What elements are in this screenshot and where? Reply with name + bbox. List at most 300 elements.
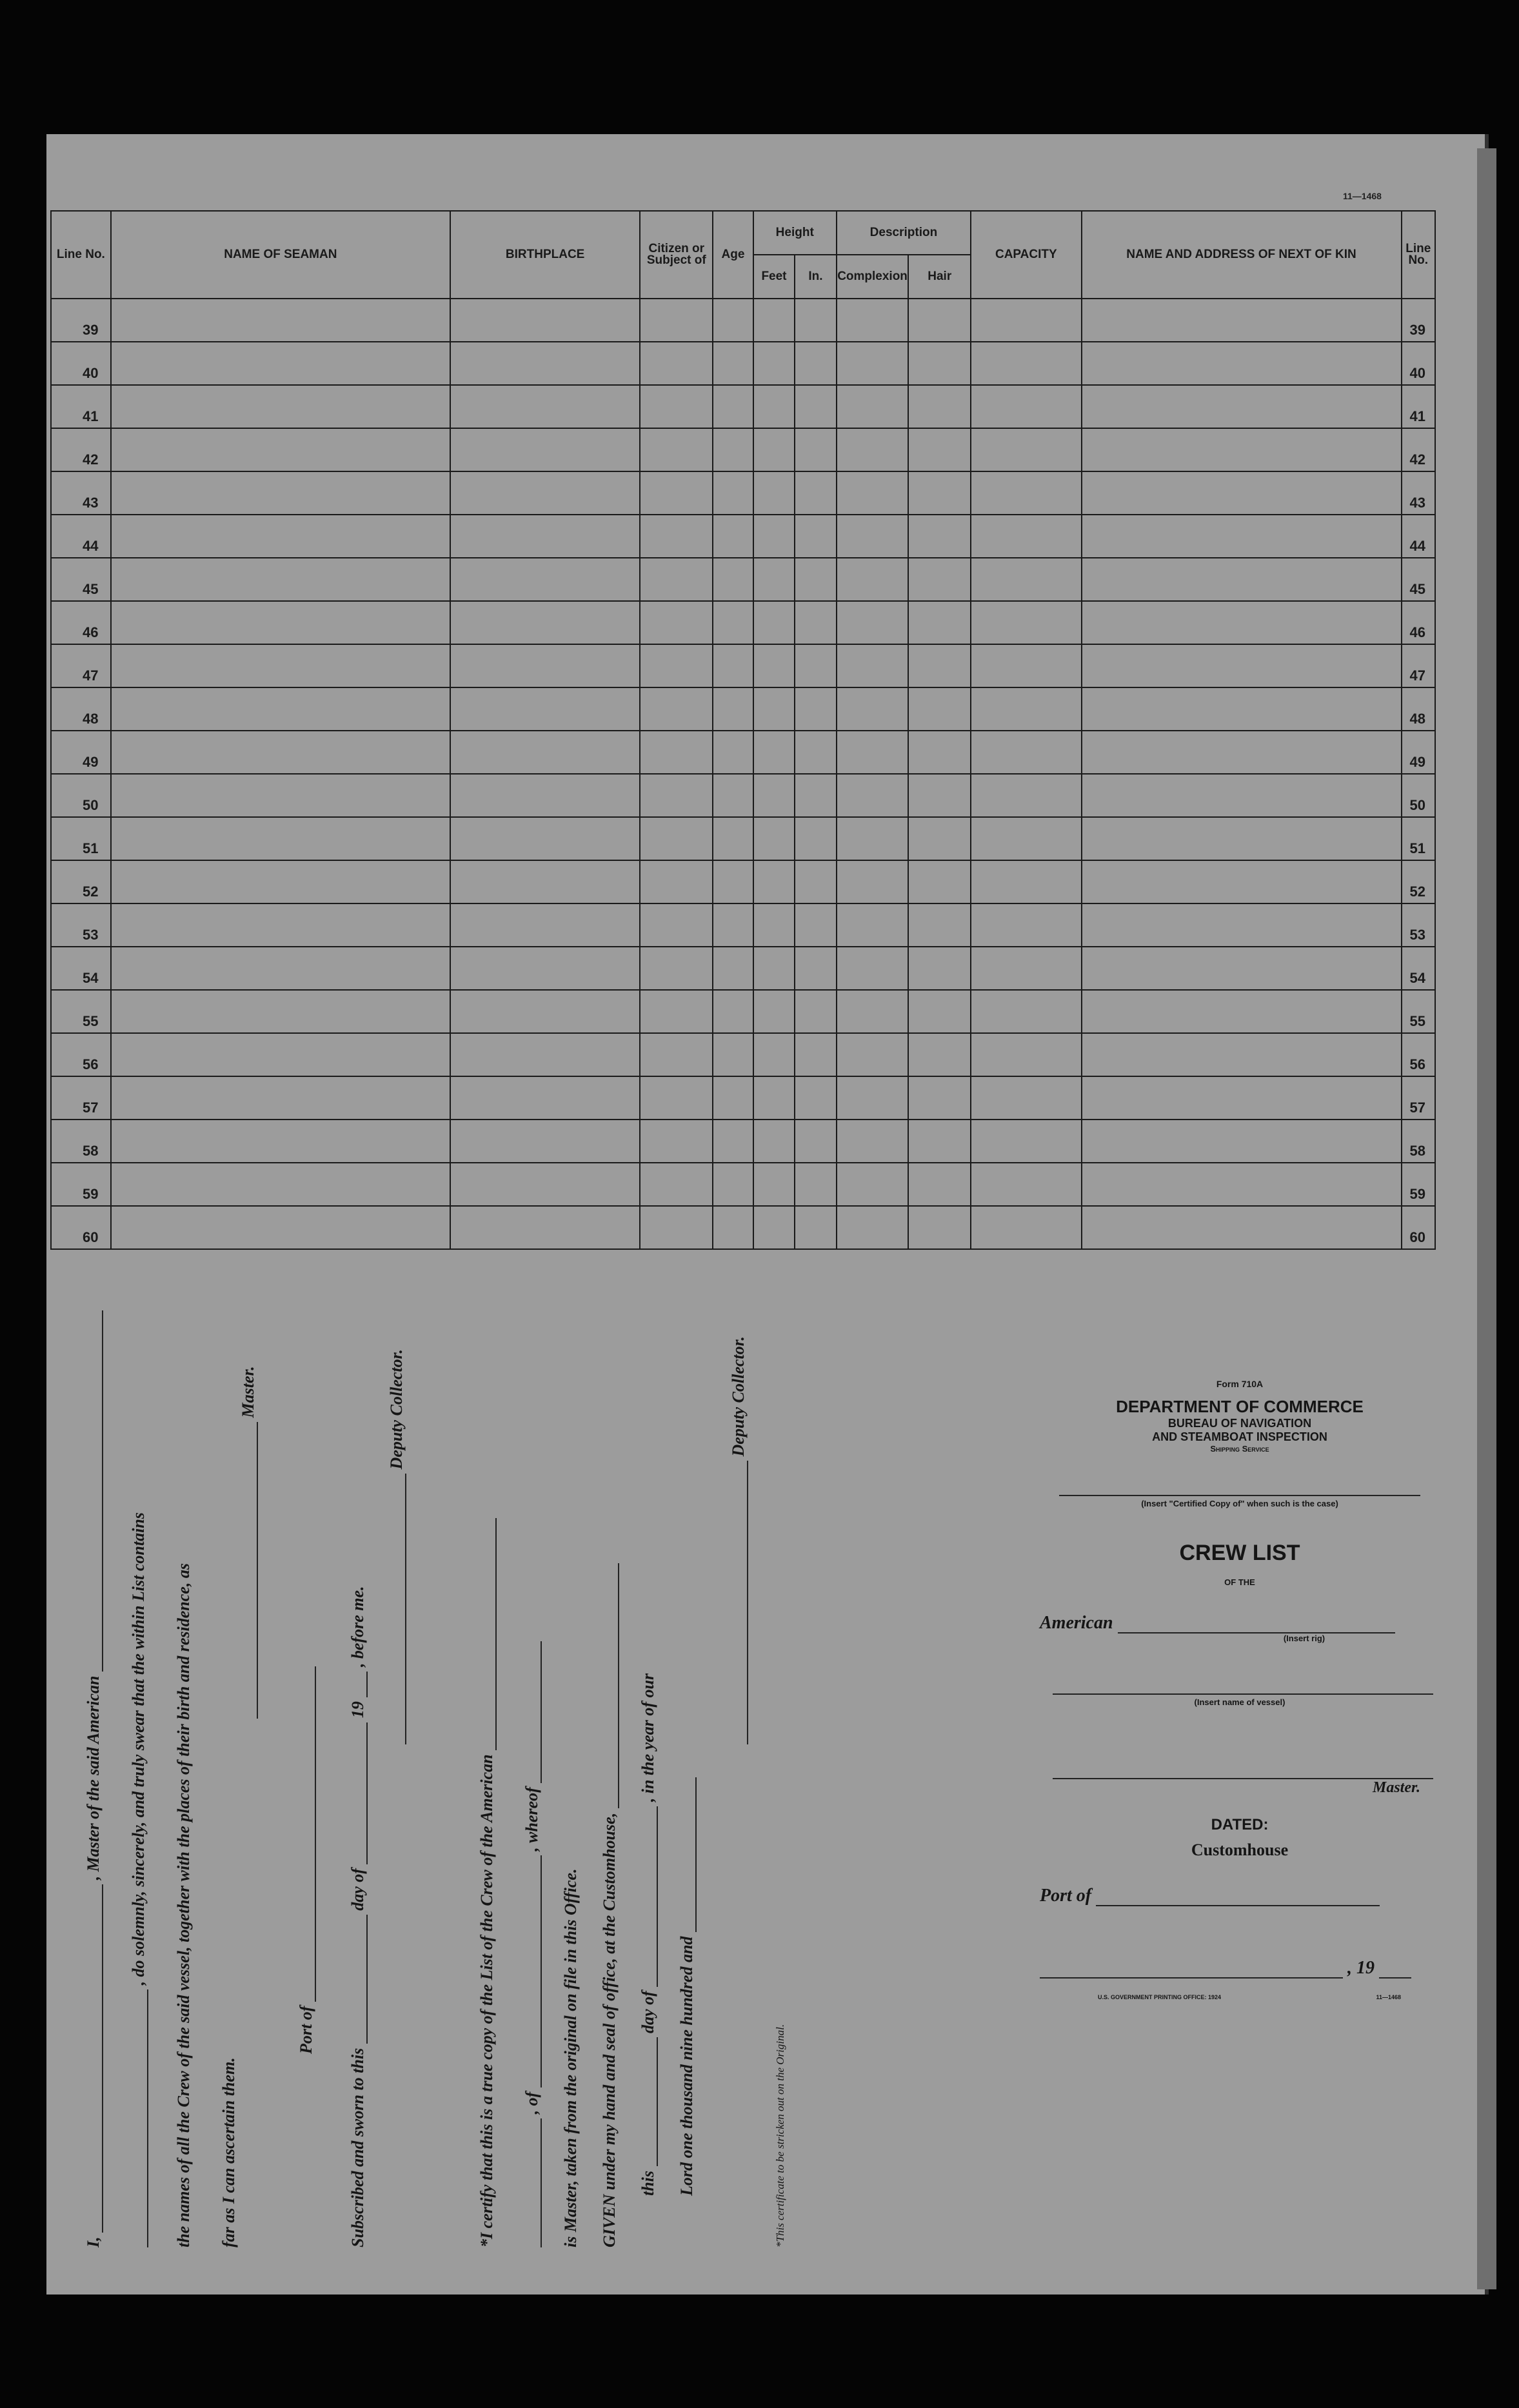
table-cell [713,471,753,515]
oath-master-of: , Master of the said American [84,1675,103,1880]
table-cell [1082,860,1402,903]
table-row [51,1206,1435,1249]
line-number: 48 [51,687,111,731]
table-cell [450,860,640,903]
table-cell [753,774,795,817]
table-cell [795,1076,837,1120]
table-cell [753,428,795,471]
table-cell [908,1120,971,1163]
table-cell [1082,385,1402,428]
line-number-right: 42 [1402,428,1436,471]
table-cell [1082,1163,1402,1206]
cert-in-year: , in the year of our [639,1673,657,1802]
table-row [51,515,1435,558]
oath-master-label: Master. [239,1366,257,1418]
oath-before-me: , before me. [348,1586,367,1668]
table-cell [111,731,450,774]
table-cell [837,601,909,644]
table-cell [753,471,795,515]
crew-list-title: CREW LIST [1179,1541,1300,1565]
line-number: 46 [51,601,111,644]
line-number: 54 [51,947,111,990]
table-cell [713,558,753,601]
table-cell [753,1163,795,1206]
table-cell [908,515,971,558]
table-row [51,731,1435,774]
table-cell [640,990,713,1033]
table-cell [795,1163,837,1206]
table-cell [1082,471,1402,515]
header-birthplace: BIRTHPLACE [450,211,640,299]
line-number: 45 [51,558,111,601]
table-cell [713,515,753,558]
oath-port-of: Port of [297,2006,315,2054]
table-cell [908,428,971,471]
cert-is-master: is Master, taken from the original on file in this Office. [561,1868,580,2247]
table-cell [908,558,971,601]
table-cell [1082,990,1402,1033]
table-cell [713,817,753,860]
table-row [51,687,1435,731]
line-number: 53 [51,903,111,947]
table-cell [908,903,971,947]
table-cell [795,1033,837,1076]
table-cell [640,1206,713,1249]
table-cell [450,601,640,644]
table-cell [1082,342,1402,385]
table-cell [640,774,713,817]
table-cell [450,1163,640,1206]
table-cell [450,385,640,428]
cert-deputy-collector: Deputy Collector. [729,1336,748,1457]
cert-this: this [639,2170,657,2196]
header-height: Height [753,211,837,255]
table-cell [837,644,909,687]
insert-certified: (Insert "Certified Copy of" when such is the case) [1141,1499,1338,1508]
crew-list-cover [1040,1379,1440,2000]
table-cell [640,903,713,947]
table-cell [111,1163,450,1206]
table-cell [837,342,909,385]
oath-ascertain: far as I can ascertain them. [219,2057,238,2247]
table-cell [1082,687,1402,731]
line-number-right: 41 [1402,385,1436,428]
table-cell [753,817,795,860]
table-cell [908,1163,971,1206]
table-cell [640,428,713,471]
american-label: American [1040,1613,1113,1633]
table-cell [111,903,450,947]
table-cell [450,342,640,385]
table-cell [971,731,1081,774]
table-cell [753,1076,795,1120]
table-cell [640,1163,713,1206]
table-cell [111,601,450,644]
form-number-bottom: 11—1468 [1376,1994,1401,2000]
table-cell [640,515,713,558]
table-cell [640,1120,713,1163]
table-row [51,428,1435,471]
table-cell [450,1206,640,1249]
table-cell [450,1120,640,1163]
header-complexion: Complexion [837,255,909,299]
line-number-right: 44 [1402,515,1436,558]
table-cell [753,385,795,428]
table-cell [1082,947,1402,990]
table-cell [795,1120,837,1163]
line-number-right: 60 [1402,1206,1436,1249]
table-cell [1082,903,1402,947]
table-cell [753,990,795,1033]
table-cell [795,687,837,731]
header-line-no: Line No. [51,211,111,299]
year-label: , 19 [1347,1958,1375,1978]
table-cell [1082,1120,1402,1163]
dated-label: DATED: [1211,1816,1269,1833]
bureau-line-2: AND STEAMBOAT INSPECTION [1152,1430,1327,1443]
table-cell [971,1206,1081,1249]
header-line-no-right: Line No. [1402,211,1436,299]
table-cell [111,471,450,515]
table-cell [753,860,795,903]
table-cell [908,990,971,1033]
table-cell [837,515,909,558]
table-cell [1082,774,1402,817]
table-cell [713,428,753,471]
table-cell [908,299,971,342]
table-cell [753,644,795,687]
cert-given: GIVEN under my hand and seal of office, at the Customhouse, [600,1812,619,2247]
table-cell [837,1033,909,1076]
dept-commerce: DEPARTMENT OF COMMERCE [1116,1397,1364,1416]
table-cell [908,1076,971,1120]
table-cell [971,644,1081,687]
table-cell [795,860,837,903]
table-cell [111,1033,450,1076]
table-cell [971,1033,1081,1076]
table-cell [908,644,971,687]
table-row [51,342,1435,385]
cert-whereof: , whereof [522,1787,541,1851]
header-inches: In. [795,255,837,299]
insert-vessel-name: (Insert name of vessel) [1194,1697,1286,1707]
table-cell [111,1120,450,1163]
line-number-right: 56 [1402,1033,1436,1076]
table-cell [640,817,713,860]
table-cell [837,1076,909,1120]
line-number-right: 49 [1402,731,1436,774]
line-number-right: 47 [1402,644,1436,687]
line-number: 40 [51,342,111,385]
line-number: 47 [51,644,111,687]
header-name: NAME OF SEAMAN [111,211,450,299]
table-cell [1082,731,1402,774]
line-number-right: 53 [1402,903,1436,947]
table-row [51,817,1435,860]
table-cell [640,299,713,342]
table-cell [795,774,837,817]
oath-day-of: day of [348,1868,367,1911]
table-cell [971,558,1081,601]
table-cell [908,601,971,644]
line-number: 41 [51,385,111,428]
table-cell [971,774,1081,817]
table-cell [713,731,753,774]
table-cell [640,385,713,428]
table-cell [971,299,1081,342]
table-cell [713,601,753,644]
table-cell [795,947,837,990]
table-cell [971,385,1081,428]
table-cell [450,687,640,731]
table-cell [111,1076,450,1120]
line-number-right: 52 [1402,860,1436,903]
table-cell [450,903,640,947]
line-number: 51 [51,817,111,860]
table-cell [713,644,753,687]
table-cell [971,860,1081,903]
table-cell [837,471,909,515]
table-cell [111,299,450,342]
form-710a: Form 710A [1216,1379,1264,1389]
table-cell [713,299,753,342]
cert-of: , of [522,2091,541,2115]
line-number-right: 55 [1402,990,1436,1033]
table-cell [111,990,450,1033]
table-cell [795,817,837,860]
table-cell [1082,1076,1402,1120]
table-cell [450,774,640,817]
table-cell [111,817,450,860]
table-cell [837,817,909,860]
table-cell [111,515,450,558]
table-cell [908,1206,971,1249]
table-cell [795,299,837,342]
table-cell [795,903,837,947]
line-number: 42 [51,428,111,471]
oath-deputy-collector: Deputy Collector. [387,1349,406,1470]
header-capacity: CAPACITY [971,211,1081,299]
table-cell [1082,428,1402,471]
table-cell [450,731,640,774]
line-number-right: 43 [1402,471,1436,515]
header-description: Description [837,211,971,255]
table-cell [971,342,1081,385]
table-cell [795,990,837,1033]
cert-certify: *I certify that this is a true copy of the List of the Crew of the American [477,1754,496,2247]
table-cell [753,903,795,947]
paper-edge [1477,148,1496,2289]
line-number-right: 51 [1402,817,1436,860]
table-cell [450,644,640,687]
table-cell [795,342,837,385]
table-cell [795,558,837,601]
table-cell [111,947,450,990]
table-cell [450,515,640,558]
table-row [51,774,1435,817]
table-cell [640,947,713,990]
table-cell [837,1120,909,1163]
line-number: 55 [51,990,111,1033]
master-label: Master. [1372,1779,1420,1796]
line-number-right: 39 [1402,299,1436,342]
table-cell [837,428,909,471]
header-age: Age [713,211,753,299]
table-cell [908,817,971,860]
table-cell [837,687,909,731]
cert-day-of: day of [639,1991,657,2033]
table-row [51,903,1435,947]
table-cell [753,1206,795,1249]
table-cell [971,947,1081,990]
table-cell [450,471,640,515]
table-cell [971,1120,1081,1163]
line-number-right: 45 [1402,558,1436,601]
table-cell [837,1163,909,1206]
shipping-service: Shipping Service [1210,1444,1269,1454]
table-row [51,1120,1435,1163]
oath-subscribed: Subscribed and sworn to this [348,2048,367,2247]
table-row [51,299,1435,342]
line-number-right: 48 [1402,687,1436,731]
oath-names: the names of all the Crew of the said vessel, together with the places of their birth and residence, as [174,1563,193,2247]
table-cell [837,990,909,1033]
table-cell [111,428,450,471]
line-number-right: 58 [1402,1120,1436,1163]
line-number: 59 [51,1163,111,1206]
table-cell [640,860,713,903]
table-cell [111,342,450,385]
table-cell [908,342,971,385]
table-cell [450,428,640,471]
table-cell [713,860,753,903]
table-cell [640,731,713,774]
table-cell [713,1163,753,1206]
table-cell [908,774,971,817]
table-row [51,1076,1435,1120]
table-cell [450,299,640,342]
table-cell [1082,1033,1402,1076]
printer-imprint: U.S. GOVERNMENT PRINTING OFFICE: 1924 [1098,1994,1222,2000]
table-cell [908,731,971,774]
table-cell [971,471,1081,515]
table-cell [837,947,909,990]
table-cell [795,1206,837,1249]
table-cell [795,471,837,515]
table-cell [753,558,795,601]
table-cell [971,903,1081,947]
insert-rig: (Insert rig) [1283,1633,1325,1643]
table-cell [450,817,640,860]
table-cell [640,342,713,385]
table-cell [713,903,753,947]
line-number: 44 [51,515,111,558]
table-cell [837,558,909,601]
bureau-line-1: BUREAU OF NAVIGATION [1167,1417,1312,1430]
table-cell [753,342,795,385]
line-number-right: 59 [1402,1163,1436,1206]
table-cell [971,1163,1081,1206]
oath-year: 19 [348,1701,367,1719]
table-cell [837,299,909,342]
line-number: 60 [51,1206,111,1249]
table-cell [908,385,971,428]
table-cell [713,990,753,1033]
table-cell [450,990,640,1033]
table-cell [640,1033,713,1076]
line-number-right: 57 [1402,1076,1436,1120]
table-row [51,947,1435,990]
table-cell [971,1076,1081,1120]
line-number: 50 [51,774,111,817]
table-cell [795,601,837,644]
table-cell [753,687,795,731]
table-cell [753,299,795,342]
table-row [51,471,1435,515]
table-cell [713,1206,753,1249]
table-cell [753,515,795,558]
table-cell [837,385,909,428]
of-the: OF THE [1224,1577,1255,1587]
table-row [51,1163,1435,1206]
table-cell [1082,817,1402,860]
header-feet: Feet [753,255,795,299]
table-cell [713,1076,753,1120]
table-row [51,601,1435,644]
table-cell [450,947,640,990]
line-number: 43 [51,471,111,515]
oath-swear: , do solemnly, sincerely, and truly swear that the within List contains [129,1512,148,1986]
table-cell [450,1076,640,1120]
crew-table [50,210,1436,1250]
table-cell [450,1033,640,1076]
table-cell [837,860,909,903]
table-row [51,558,1435,601]
customhouse-label: Customhouse [1191,1841,1289,1859]
line-number: 39 [51,299,111,342]
header-citizen: Citizen or Subject of [640,211,713,299]
table-cell [908,471,971,515]
table-cell [640,1076,713,1120]
table-cell [111,644,450,687]
line-number: 56 [51,1033,111,1076]
table-cell [1082,299,1402,342]
table-row [51,385,1435,428]
table-cell [1082,1206,1402,1249]
table-cell [753,601,795,644]
oath-section [77,1312,1058,2247]
table-cell [753,731,795,774]
table-cell [837,1206,909,1249]
table-row [51,860,1435,903]
line-number: 52 [51,860,111,903]
line-number: 49 [51,731,111,774]
table-cell [713,947,753,990]
table-cell [713,774,753,817]
line-number-right: 40 [1402,342,1436,385]
table-cell [753,1033,795,1076]
table-cell [111,385,450,428]
table-cell [971,428,1081,471]
table-cell [640,644,713,687]
line-number-right: 46 [1402,601,1436,644]
line-number: 57 [51,1076,111,1120]
table-cell [753,1120,795,1163]
cert-lord: Lord one thousand nine hundred and [677,1936,696,2196]
table-cell [111,687,450,731]
table-cell [640,601,713,644]
table-cell [837,731,909,774]
